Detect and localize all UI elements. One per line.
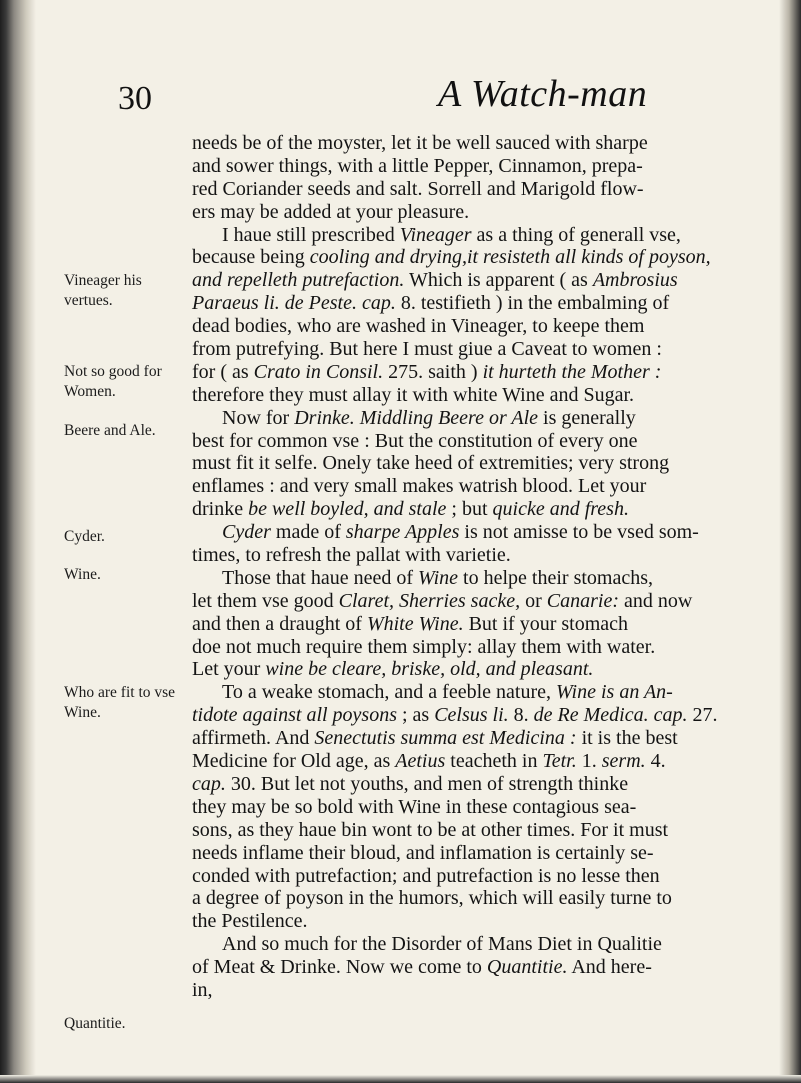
roman-text: because being — [192, 246, 310, 269]
text-line — [192, 590, 792, 613]
italic-text: Aetius — [395, 750, 446, 773]
roman-text: is generally — [538, 406, 636, 429]
roman-text: or — [520, 589, 547, 612]
text-line — [192, 819, 792, 842]
roman-text: best for common vse : But the constitution of every one — [192, 429, 638, 452]
running-head: A Watch-man — [438, 73, 648, 115]
roman-text: drinke — [192, 498, 249, 521]
text-line — [192, 407, 792, 430]
roman-text: red Coriander seeds and salt. Sorrell and Marigold flow- — [192, 177, 644, 200]
text-line — [192, 292, 792, 315]
italic-text: cooling and drying,it resisteth all kinds of poyson, — [309, 246, 711, 269]
text-line — [192, 269, 792, 292]
roman-text: as a thing of generall vse, — [471, 223, 681, 246]
text-line — [192, 567, 792, 590]
roman-text: Those that haue need of — [222, 566, 419, 589]
roman-text: ; but — [446, 498, 493, 521]
text-line — [192, 796, 792, 819]
text-line — [192, 658, 792, 681]
roman-text: it is the best — [576, 727, 678, 750]
text-line — [192, 750, 792, 773]
roman-text: 275. saith ) — [383, 360, 483, 383]
margin-note-quantitie: Quantitie. — [64, 1015, 126, 1032]
text-line — [192, 430, 792, 453]
roman-text: they may be so bold with Wine in these contagious sea- — [192, 795, 637, 818]
page-number: 30 — [118, 80, 152, 117]
roman-text: is not amisse to be vsed som- — [459, 521, 699, 544]
roman-text: and sower things, with a little Pepper, Cinnamon, prepa- — [192, 154, 643, 177]
italic-text: Vineager — [399, 223, 472, 246]
italic-text: it hurteth the Mother : — [482, 360, 662, 383]
text-line — [192, 201, 792, 224]
roman-text: of Meat & Drinke. Now we come to — [192, 956, 487, 979]
roman-text: Let your — [192, 658, 266, 681]
roman-text: and now — [618, 589, 693, 612]
roman-text: I haue still prescribed — [222, 223, 400, 246]
text-line — [192, 132, 792, 155]
roman-text: 1. — [576, 750, 602, 773]
roman-text: conded with putrefaction; and putrefaction is no lesse then — [192, 864, 660, 887]
roman-text: But if your stomach — [463, 612, 629, 635]
text-line — [192, 613, 792, 636]
body-text — [192, 132, 792, 1002]
italic-text: Tetr. — [542, 750, 577, 773]
roman-text: And so much for the Disorder of Mans Diet in Qualitie — [222, 933, 662, 956]
italic-text: wine be cleare, briske, old, and pleasant. — [265, 658, 594, 681]
text-line — [192, 933, 792, 956]
italic-text: Paraeus li. de Peste. cap. — [192, 292, 396, 315]
italic-text: Wine — [418, 566, 459, 589]
roman-text: 27. — [687, 704, 718, 727]
italic-text: cap. — [192, 772, 226, 795]
italic-text: Drinke. Middling Beere or Ale — [294, 406, 539, 429]
margin-note-women: Not so good for Women. — [64, 363, 162, 400]
roman-text: to helpe their stomachs, — [458, 566, 653, 589]
roman-text: must fit it selfe. Onely take heed of extremities; very strong — [192, 452, 670, 475]
roman-text: ers may be added at your pleasure. — [192, 200, 470, 223]
italic-text: de Re Medica. cap. — [533, 704, 688, 727]
text-line — [192, 475, 792, 498]
roman-text: from putrefying. But here I must giue a Caveat to women : — [192, 338, 662, 361]
roman-text: made of — [270, 521, 346, 544]
text-line — [192, 636, 792, 659]
roman-text: 8. — [508, 704, 534, 727]
italic-text: Wine is an An- — [556, 681, 673, 704]
roman-text: times, to refresh the pallat with varietie. — [192, 544, 511, 567]
roman-text: Medicine for Old age, as — [192, 750, 396, 773]
roman-text: for ( as — [192, 360, 254, 383]
roman-text: Now for — [222, 406, 295, 429]
text-line — [192, 865, 792, 888]
text-line — [192, 727, 792, 750]
text-line — [192, 956, 792, 979]
roman-text: doe not much require them simply: allay them with water. — [192, 635, 656, 658]
italic-text: Claret, Sherries sacke, — [338, 589, 521, 612]
margin-note-fit: Who are fit to vse Wine. — [64, 684, 176, 721]
roman-text: affirmeth. And — [192, 727, 315, 750]
text-line — [192, 887, 792, 910]
roman-text: in, — [192, 978, 213, 1001]
italic-text: be well boyled, and stale — [248, 498, 447, 521]
text-line — [192, 338, 792, 361]
margin-note-beere: Beere and Ale. — [64, 422, 156, 439]
roman-text: ; as — [397, 704, 435, 727]
italic-text: quicke and fresh. — [492, 498, 629, 521]
roman-text: therefore they must allay it with white Wine and Sugar. — [192, 383, 635, 406]
text-line — [192, 155, 792, 178]
margin-note-vineager: Vineager his vertues. — [64, 272, 142, 309]
text-line — [192, 224, 792, 247]
roman-text: enflames : and very small makes watrish blood. Let your — [192, 475, 647, 498]
roman-text: 4. — [645, 750, 666, 773]
page-bottom-shadow — [0, 1075, 801, 1083]
roman-text: let them vse good — [192, 589, 339, 612]
text-line — [192, 704, 792, 727]
roman-text: and then a draught of — [192, 612, 367, 635]
margin-note-cyder: Cyder. — [64, 528, 105, 545]
text-line — [192, 178, 792, 201]
text-line — [192, 979, 792, 1002]
italic-text: Canarie: — [546, 589, 619, 612]
italic-text: White Wine. — [366, 612, 464, 635]
text-line — [192, 544, 792, 567]
text-line — [192, 498, 792, 521]
roman-text: a degree of poyson in the humors, which will easily turne to — [192, 887, 672, 910]
text-line — [192, 452, 792, 475]
margin-note-wine: Wine. — [64, 566, 101, 583]
italic-text: Quantitie. — [486, 956, 568, 979]
italic-text: and repelleth putrefaction. — [192, 269, 405, 292]
page-gutter-shadow — [0, 0, 36, 1083]
text-line — [192, 842, 792, 865]
text-line — [192, 384, 792, 407]
text-line — [192, 910, 792, 933]
italic-text: Celsus li. — [434, 704, 509, 727]
roman-text: teacheth in — [445, 750, 543, 773]
italic-text: Cyder — [222, 521, 271, 544]
italic-text: serm. — [601, 750, 646, 773]
roman-text: Which is apparent ( as — [404, 269, 593, 292]
text-line — [192, 521, 792, 544]
roman-text: And here- — [567, 956, 652, 979]
roman-text: needs be of the moyster, let it be well sauced with sharpe — [192, 132, 648, 154]
text-line — [192, 361, 792, 384]
roman-text: 30. But let not youths, and men of strength thinke — [225, 772, 629, 795]
text-line — [192, 681, 792, 704]
text-line — [192, 773, 792, 796]
roman-text: needs inflame their bloud, and inflamation is certainly se- — [192, 841, 654, 864]
roman-text: sons, as they haue bin wont to be at other times. For it must — [192, 818, 669, 841]
italic-text: Senectutis summa est Medicina : — [314, 727, 577, 750]
italic-text: Crato in Consil. — [253, 360, 384, 383]
roman-text: To a weake stomach, and a feeble nature, — [222, 681, 556, 704]
italic-text: tidote against all poysons — [192, 704, 397, 727]
roman-text: the Pestilence. — [192, 910, 308, 933]
text-line — [192, 315, 792, 338]
italic-text: Ambrosius — [592, 269, 678, 292]
roman-text: 8. testifieth ) in the embalming of — [395, 292, 670, 315]
text-line — [192, 246, 792, 269]
italic-text: sharpe Apples — [345, 521, 460, 544]
roman-text: dead bodies, who are washed in Vineager, to keepe them — [192, 315, 645, 338]
